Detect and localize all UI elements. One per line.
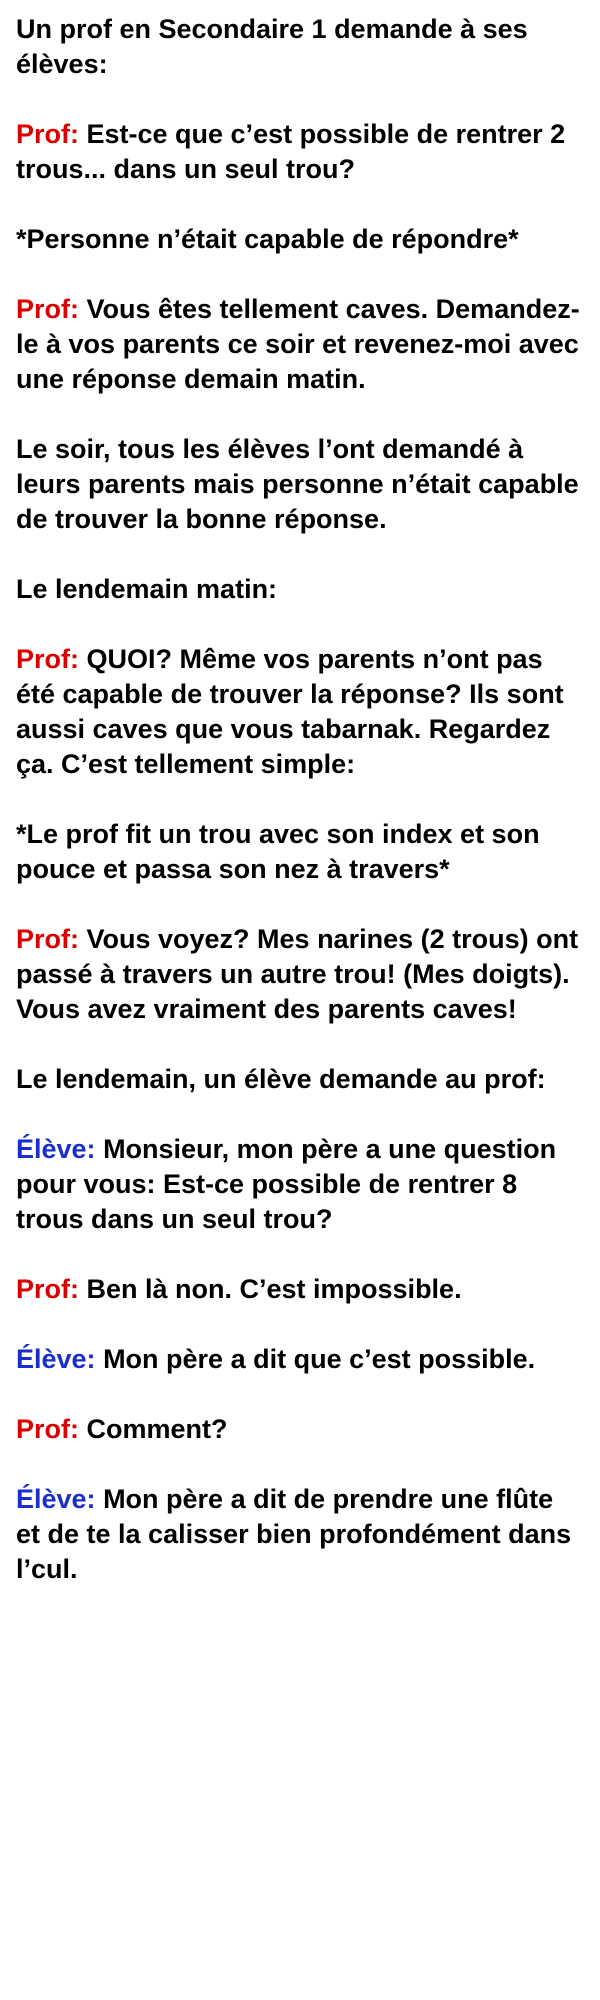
paragraph-prof-narines <box>16 922 584 1027</box>
paragraph-text: Le lendemain, un élève demande au prof: <box>16 1064 546 1094</box>
paragraph-text: Comment? <box>79 1414 228 1444</box>
speaker-label-prof: Prof: <box>16 924 79 954</box>
paragraph-text: Vous voyez? Mes narines (2 trous) ont passé à travers un autre trou! (Mes doigts). Vous avez vraiment des parents caves! <box>16 924 579 1024</box>
paragraph-prof-comment <box>16 1412 584 1447</box>
paragraph-prof-homework <box>16 292 584 397</box>
speaker-label-eleve: Élève: <box>16 1344 96 1374</box>
paragraph-text: Le soir, tous les élèves l’ont demandé à leurs parents mais personne n’était capable de trouver la bonne réponse. <box>16 434 579 534</box>
paragraph-next-morning <box>16 572 584 607</box>
paragraph-eleve-punchline <box>16 1482 584 1587</box>
paragraph-demonstration <box>16 817 584 887</box>
paragraph-text: Mon père a dit que c’est possible. <box>95 1344 536 1374</box>
speaker-label-prof: Prof: <box>16 1274 79 1304</box>
paragraph-text: *Le prof fit un trou avec son index et son pouce et passa son nez à travers* <box>16 819 540 884</box>
paragraph-text: Vous êtes tellement caves. Demandez-le à vos parents ce soir et revenez-moi avec une réponse demain matin. <box>16 294 580 394</box>
paragraph-prof-impossible <box>16 1272 584 1307</box>
paragraph-eleve-question <box>16 1132 584 1237</box>
paragraph-eleve-possible <box>16 1342 584 1377</box>
paragraph-text: QUOI? Même vos parents n’ont pas été capable de trouver la réponse? Ils sont aussi caves que vous tabarnak. Regardez ça. C’est tellement simple: <box>16 644 564 779</box>
speaker-label-prof: Prof: <box>16 644 79 674</box>
paragraph-prof-quoi <box>16 642 584 782</box>
speaker-label-eleve: Élève: <box>16 1484 96 1514</box>
paragraph-text: Mon père a dit de prendre une flûte et de te la calisser bien profondément dans l’cul. <box>16 1484 572 1584</box>
speaker-label-prof: Prof: <box>16 294 79 324</box>
paragraph-no-answer <box>16 222 584 257</box>
paragraph-intro <box>16 12 584 82</box>
speaker-label-eleve: Élève: <box>16 1134 96 1164</box>
paragraph-prof-question <box>16 117 584 187</box>
paragraph-text: Est-ce que c’est possible de rentrer 2 trous... dans un seul trou? <box>16 119 566 184</box>
speaker-label-prof: Prof: <box>16 1414 79 1444</box>
paragraph-text: Un prof en Secondaire 1 demande à ses élèves: <box>16 14 528 79</box>
paragraph-student-asks <box>16 1062 584 1097</box>
paragraph-text: Le lendemain matin: <box>16 574 278 604</box>
paragraph-evening <box>16 432 584 537</box>
paragraph-text: Ben là non. C’est impossible. <box>79 1274 462 1304</box>
paragraph-text: Monsieur, mon père a une question pour vous: Est-ce possible de rentrer 8 trous dans un seul trou? <box>16 1134 557 1234</box>
paragraph-text: *Personne n’était capable de répondre* <box>16 224 519 254</box>
speaker-label-prof: Prof: <box>16 119 79 149</box>
